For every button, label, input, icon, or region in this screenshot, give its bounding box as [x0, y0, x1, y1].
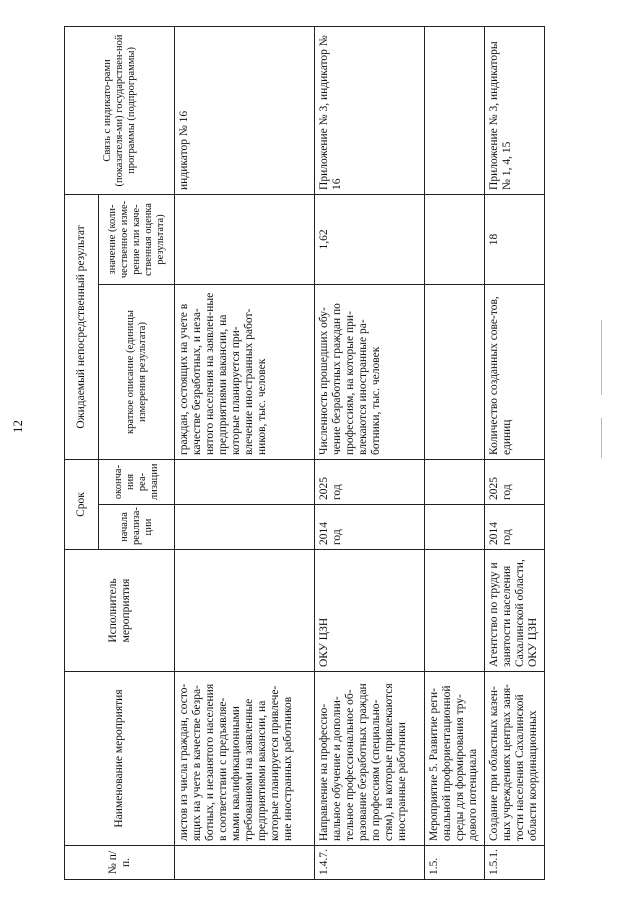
scan-artifact — [601, 418, 602, 458]
row-num: 1.4.7. — [315, 846, 425, 880]
row-start: 2014 год — [315, 505, 425, 550]
header-name: Наименование мероприятия — [65, 672, 175, 846]
row-executor — [175, 550, 315, 672]
table-row — [175, 26, 315, 879]
row-num: 1.5.1. — [485, 846, 545, 880]
row-desc: Численность прошедших обу-чение безработных граждан по профессиям, на которые при-влекаются иностранные ра-ботники, тыс. человек — [315, 284, 425, 459]
header-expected: Ожидаемый непосредственный результат — [65, 194, 99, 459]
row-num — [175, 846, 315, 880]
row-executor: Агентство по труду и занятости населения Сахалинской области, ОКУ ЦЗН — [485, 550, 545, 672]
row-start — [175, 505, 315, 550]
header-term-end: оконча-ния реа-лизации — [99, 459, 175, 504]
row-desc: Количество созданных сове-тов, единиц — [485, 284, 545, 459]
row-value — [175, 194, 315, 284]
header-term: Срок — [65, 459, 99, 549]
row-executor — [425, 550, 485, 672]
measures-table — [64, 26, 545, 880]
table-row — [315, 26, 425, 879]
row-num: 1.5. — [425, 846, 485, 880]
row-end — [175, 459, 315, 504]
header-executor: Исполнитель мероприятия — [65, 550, 175, 672]
row-end: 2025 год — [485, 459, 545, 504]
row-link: Приложение № 3, индикаторы № 1, 4, 15 — [485, 26, 545, 194]
row-desc: граждан, состоящих на учете в качестве безработных, и неза-нятого населения на заявлен-ные предприятиями вакансии, на которые планируется при-влечение иностранных работ-ников, тыс. человек — [175, 284, 315, 459]
header-expected-desc: краткое описание (единицы измерения результата) — [99, 284, 175, 459]
page-number: 12 — [10, 420, 25, 433]
row-end — [425, 459, 485, 504]
header-expected-value: значение (коли-чественное изме-рение или каче-ственная оценка результата) — [99, 194, 175, 284]
row-link — [425, 26, 485, 194]
row-value — [425, 194, 485, 284]
header-row — [65, 26, 99, 879]
row-name: Мероприятие 5. Развитие реги-ональной профориентационной среды для формирования тру-дового потенциала — [425, 672, 485, 846]
header-num: № п/п. — [65, 846, 175, 880]
row-value: 18 — [485, 194, 545, 284]
measures-table-sheet — [64, 27, 544, 880]
row-start — [425, 505, 485, 550]
row-end: 2025 год — [315, 459, 425, 504]
header-link: Связь с индикато-рами (показателя-ми) государствен-ной программы (подпрограммы) — [65, 26, 175, 194]
row-name: листов из числа граждан, состо-ящих на учете в качестве безра-ботных, и незанятого населения в соответствии с предъявляе-мыми квалификационными требованиями на заявленные предприятиями вакансии, на которые планируется привлече-ние иностранных работников — [175, 672, 315, 846]
row-name: Создание при областных казен-ных учреждениях центрах заня-тости населения Сахалинской области координационных — [485, 672, 545, 846]
row-start: 2014 год — [485, 505, 545, 550]
scan-artifact — [601, 320, 602, 395]
row-link: Приложение № 3, индикатор № 16 — [315, 26, 425, 194]
row-link: индикатор № 16 — [175, 26, 315, 194]
table-row — [485, 26, 545, 879]
row-executor: ОКУ ЦЗН — [315, 550, 425, 672]
row-name: Направление на профессио-нальное обучение и дополни-тельное профессиональное об-разование безработных граждан по профессиям (специально-стям), на которые привлекаются иностранные работники — [315, 672, 425, 846]
header-term-start: начала реализа-ции — [99, 505, 175, 550]
table-row — [425, 26, 485, 879]
row-value: 1,62 — [315, 194, 425, 284]
row-desc — [425, 284, 485, 459]
